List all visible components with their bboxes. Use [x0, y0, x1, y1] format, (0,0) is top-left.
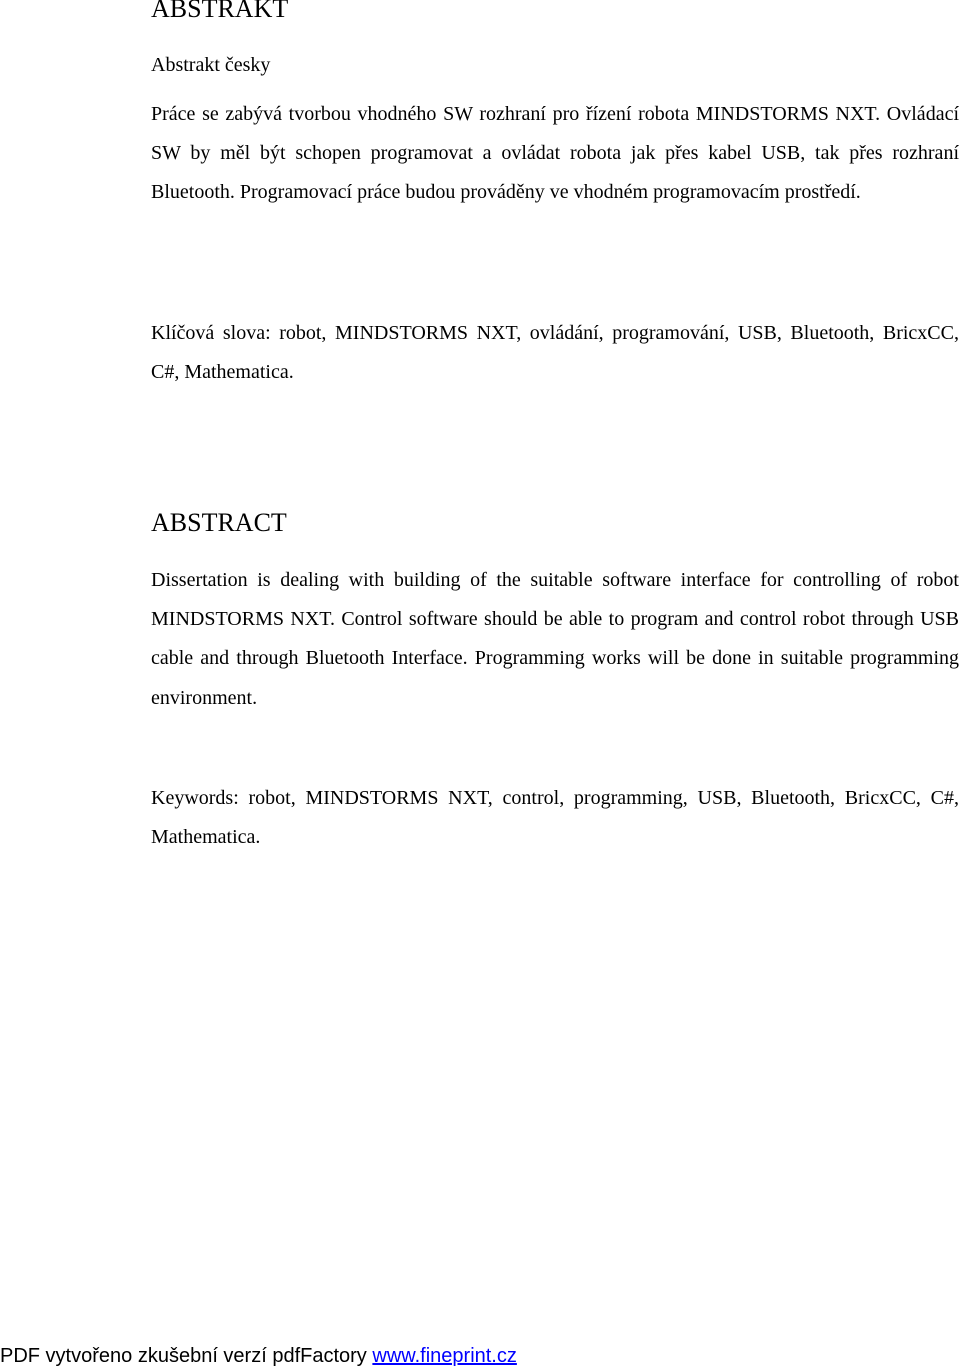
abstract-czech-heading: ABSTRAKT [151, 0, 289, 23]
footer-link[interactable]: www.fineprint.cz [372, 1345, 517, 1367]
keywords-czech: Klíčová slova: robot, MINDSTORMS NXT, ovládání, programování, USB, Bluetooth, BricxCC, C#, Mathematica. [151, 322, 959, 384]
abstract-czech-body: Práce se zabývá tvorbou vhodného SW rozhraní pro řízení robota MINDSTORMS NXT. Ovládací SW by měl být schopen programovat a ovládat robota jak přes kabel USB, tak přes rozhraní Bluetooth. Programovací práce budou prováděny ve vhodném programovacím prostředí. [151, 103, 959, 204]
abstract-english-body: Dissertation is dealing with building of the suitable software interface for controlling of robot MINDSTORMS NXT. Control software should be able to program and control robot through USB cable and through Bluetooth Interface. Programming works will be done in suitable programming environment. [151, 569, 959, 709]
abstract-english-heading: ABSTRACT [151, 508, 287, 537]
footer-text: PDF vytvořeno zkušební verzí pdfFactory [0, 1345, 373, 1367]
pdf-footer [0, 1343, 517, 1369]
keywords-english: Keywords: robot, MINDSTORMS NXT, control, programming, USB, Bluetooth, BricxCC, C#, Mathematica. [151, 787, 959, 849]
abstract-czech-subheading: Abstrakt česky [151, 54, 271, 76]
